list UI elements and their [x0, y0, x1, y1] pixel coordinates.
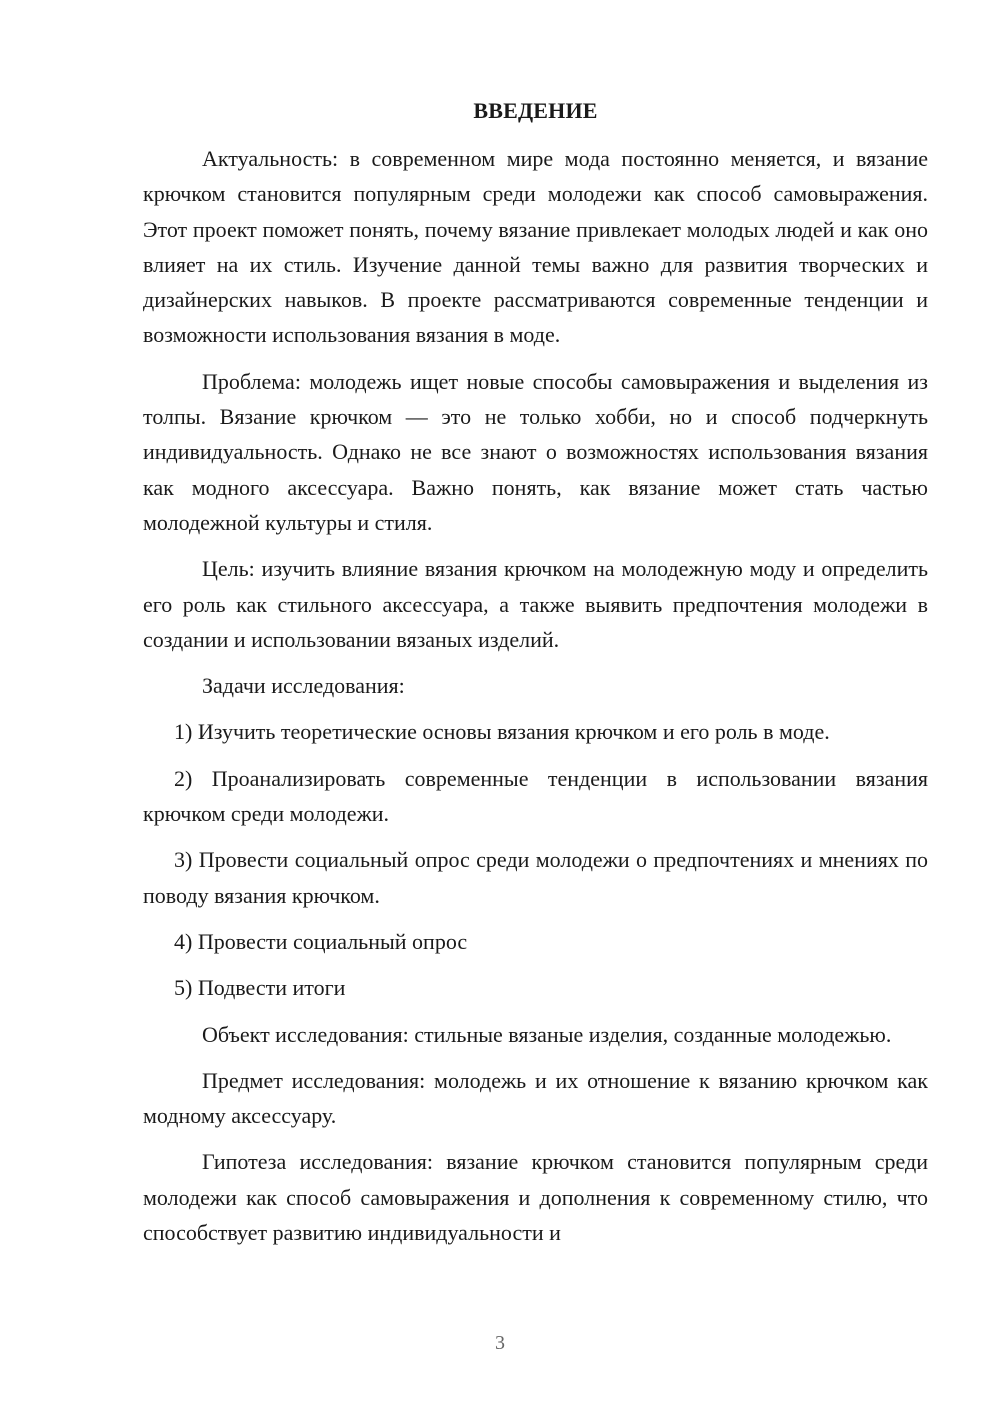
list-item-task-5: 5) Подвести итоги: [174, 975, 346, 1001]
section-heading: ВВЕДЕНИЕ: [473, 98, 598, 123]
list-item-task-2: 2) Проанализировать современные тенденции в использовании вязания крючком среди молодежи.: [143, 765, 928, 827]
paragraph-object: Объект исследования: стильные вязаные изделия, созданные молодежью.: [202, 1021, 892, 1047]
paragraph-goal: Цель: изучить влияние вязания крючком на молодежную моду и определить его роль как стильного аксессуара, а также выявить предпочтения молодежи в создании и использовании вязаных изделий.: [143, 556, 928, 652]
paragraph-relevance: Актуальность: в современном мире мода постоянно меняется, и вязание крючком становится популярным среди молодежи как способ самовыражения. Этот проект поможет понять, почему вязание привлекает молодых людей и как оно влияет на их стиль. Изучение данной темы важно для развития творческих и дизайнерских навыков. В проекте рассматриваются современные тенденции и возможности использования вязания в моде.: [143, 146, 928, 348]
list-item-task-3: 3) Провести социальный опрос среди молодежи о предпочтениях и мнениях по поводу вязания крючком.: [143, 847, 928, 908]
paragraph-hypothesis: Гипотеза исследования: вязание крючком становится популярным среди молодежи как способ самовыражения и дополнения к современному стилю, что способствует развитию индивидуальности и: [143, 1149, 928, 1246]
list-item-task-4: 4) Провести социальный опрос: [174, 928, 468, 954]
page-number: 3: [495, 1332, 505, 1354]
paragraph-tasks-heading: Задачи исследования:: [202, 673, 405, 699]
document-page: [143, 94, 928, 1261]
paragraph-problem: Проблема: молодежь ищет новые способы самовыражения и выделения из толпы. Вязание крючком — это не только хобби, но и способ подчеркнуть индивидуальность. Однако не все знают о возможностях использования вязания как модного аксессуара. Важно понять, как вязание может стать частью молодежной культуры и стиля.: [143, 368, 928, 535]
list-item-task-1: 1) Изучить теоретические основы вязания крючком и его роль в моде.: [174, 719, 830, 745]
paragraph-subject: Предмет исследования: молодежь и их отношение к вязанию крючком как модному аксессуару.: [143, 1067, 928, 1129]
